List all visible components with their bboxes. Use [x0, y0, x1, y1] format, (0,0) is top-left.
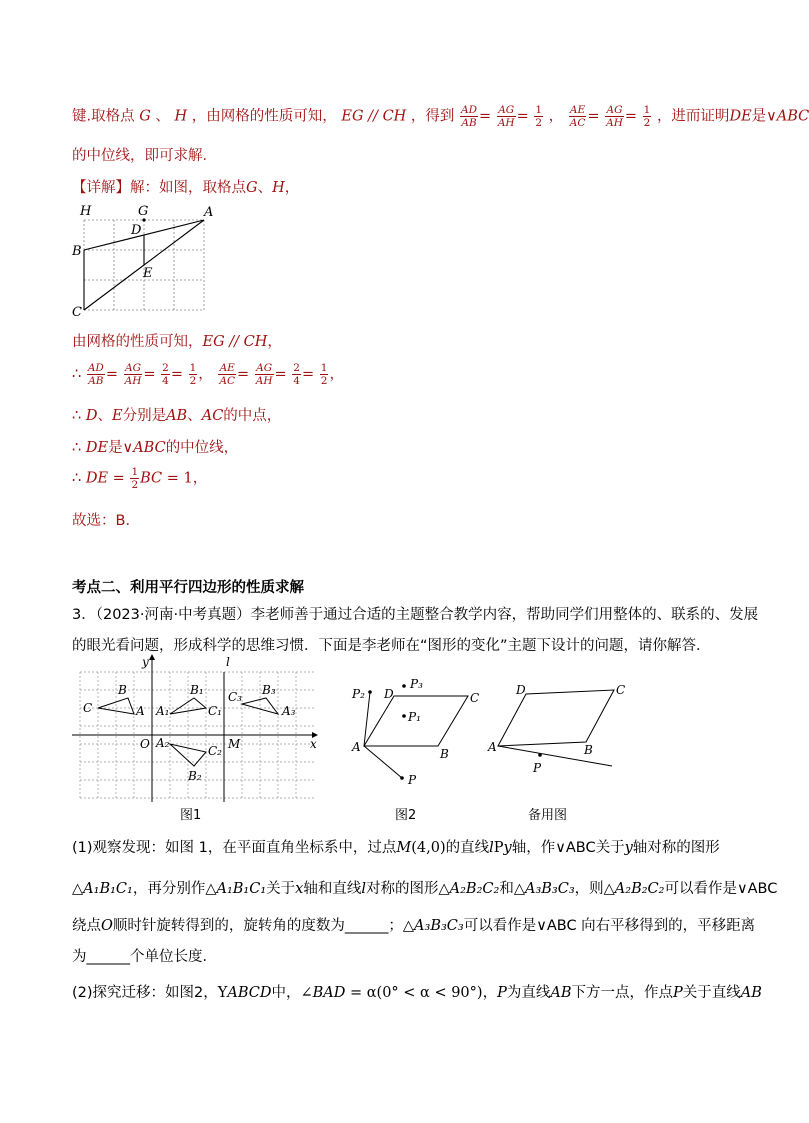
solution-end-3: 的中点， [223, 408, 282, 424]
figure-3 [484, 676, 624, 786]
svg-text:B: B [118, 683, 127, 697]
svg-text:D: D [131, 223, 142, 238]
frac-2-4: $\frac{2}{4}$ [162, 362, 169, 387]
svg-text:B: B [72, 244, 82, 259]
svg-text:B: B [584, 743, 593, 757]
p5-text-c: ， [482, 985, 498, 1001]
svg-text:y: y [142, 655, 149, 669]
frac-ag-ah-s2: $\frac{AG}{AH}$ [255, 362, 273, 387]
part1-line-3: 绕点O顺时针旋转得到的，旋转角的度数为______；△A₃B₃C₃可以看作是∨ABC 向右平移得到的，平移距离 [72, 918, 756, 934]
solution-line-1 [72, 330, 282, 351]
svg-text:P: P [533, 761, 542, 775]
therefore-symbol-2: ∴ [72, 408, 82, 424]
intro-sep: 、 [155, 108, 170, 125]
solution-line-3: ∴ D、E分别是AB、AC的中点， [72, 408, 282, 424]
math-g: G [139, 108, 151, 125]
solution-text-3: 分别是 [122, 408, 167, 424]
solution-text-4: 是∨ [108, 440, 134, 456]
math-de: DE [729, 108, 752, 125]
svg-text:B: B [440, 747, 449, 761]
part1-line-2: △A₁B₁C₁，再分别作△A₁B₁C₁关于x轴和直线l对称的图形△A₂B₂C₂和△A₃B₃C₃，则△A₂B₂C₂可以看作是∨ABC [72, 881, 778, 897]
grid-figure [68, 200, 218, 318]
intro-text: 键.取格点 [72, 108, 135, 125]
answer-line: 故选：B． [72, 513, 140, 529]
p2-text-b: 关于 [266, 881, 296, 897]
solution-line-2: ∴ $\frac{AD}{AB}$ = $\frac{AG}{AH}$ = $\frac{2}{4}$ = $\frac{1}{2}$ ， $\frac{AE}{AC}$ = $\frac{AG}{AH}$ = $\frac{2}{4}$ = $\frac{1}{2}$ ， [72, 362, 344, 387]
solution-eq-1: EG // CH [202, 334, 268, 350]
frac-half-2: $\frac{1}{2}$ [643, 104, 651, 129]
p1-text-c: 轴，作∨ABC关于 [511, 840, 625, 856]
frac-2-4-b: $\frac{2}{4}$ [293, 362, 300, 387]
figure-3-caption: 备用图 [528, 808, 568, 823]
svg-text:G: G [138, 204, 149, 219]
svg-text:l: l [226, 655, 230, 669]
math-h2: H [272, 180, 285, 196]
frac-1-2-b: $\frac{1}{2}$ [320, 362, 328, 387]
solution-line-5: ∴ DE = $\frac{1}{2}$ BC = 1， [72, 466, 208, 491]
svg-text:P₁: P₁ [408, 710, 421, 724]
svg-text:D: D [516, 683, 526, 697]
frac-1-2: $\frac{1}{2}$ [189, 362, 197, 387]
part1-line-4: 为______个单位长度． [72, 949, 217, 965]
detail-sep: 、 [257, 180, 273, 196]
intro-text-5: 是∨ [751, 108, 777, 125]
svg-text:M: M [228, 737, 241, 751]
solution-line-4: ∴ DE是∨ABC的中位线， [72, 440, 239, 456]
problem-line-1: 3．（2023·河南·中考真题）李老师善于通过合适的主题整合教学内容，帮助同学们用整体的、联系的、发展 [72, 607, 759, 623]
svg-text:A: A [488, 740, 497, 754]
p3-text-c: 可以看作是∨ABC 向右平移得到的，平移距离 [463, 918, 756, 934]
svg-text:C₁: C₁ [208, 704, 222, 718]
svg-text:C: C [616, 683, 626, 697]
detail-end: ， [284, 180, 300, 196]
svg-text:B₁: B₁ [190, 683, 204, 697]
svg-text:C: C [72, 305, 82, 320]
problem-line-2: 的眼光看问题，形成科学的思维习惯．下面是李老师在“图形的变化”主题下设计的问题，请你解答． [72, 638, 711, 654]
math-eg-ch: EG // CH [341, 108, 407, 125]
figure-2-caption: 图2 [395, 808, 417, 823]
math-h: H [174, 108, 188, 125]
svg-text:O: O [140, 737, 150, 751]
figure-1 [66, 652, 326, 807]
detail-text: 解：如图，取格点 [130, 180, 246, 196]
p3-text-a: 绕点 [72, 918, 101, 934]
p3-text-b: 顺时针旋转得到的，旋转角的度数为______； [112, 918, 403, 934]
svg-text:A: A [352, 740, 361, 754]
svg-text:A: A [136, 704, 145, 718]
intro-text-2: ，由网格的性质可知， [191, 108, 337, 125]
p2-text-c: 轴和直线 [303, 881, 362, 897]
p1-text-b: 的直线 [445, 840, 490, 856]
math-g2: G [246, 180, 258, 196]
part1-line-1: (1)观察发现：如图 1，在平面直角坐标系中，过点M(4,0)的直线lPy轴，作∨ABC关于y轴对称的图形 [72, 840, 720, 856]
p2-text-e: 和 [499, 881, 514, 897]
math-abc: ABC [776, 108, 809, 125]
svg-text:C: C [83, 701, 93, 715]
figure-1-caption: 图1 [180, 808, 202, 823]
svg-text:E: E [143, 266, 153, 281]
svg-text:x: x [310, 737, 317, 751]
svg-text:B₃: B₃ [262, 683, 276, 697]
p2-text-g: 可以看作是∨ABC [664, 881, 778, 897]
svg-text:B₂: B₂ [188, 769, 202, 783]
solution-end-4: 的中位线， [165, 440, 239, 456]
intro-line-1: 键.取格点 G 、 H ，由网格的性质可知， EG // CH ，得到 $\frac{AD}{AB}$ = $\frac{AG}{AH}$ = $\frac{1}{2}$ ， $\frac{AE}{AC}$ = $\frac{AG}{AH}$ = $\frac{1}{2}$ ，进而证明DE是∨ABC [72, 104, 809, 129]
svg-text:D: D [384, 687, 394, 701]
frac-ae-ac: $\frac{AE}{AC}$ [569, 104, 586, 129]
solution-end-1: ， [267, 334, 282, 350]
frac-ag-ah-2: $\frac{AG}{AH}$ [606, 104, 623, 129]
detail-tag: 【详解】 [72, 180, 130, 196]
p5-text-e: 下方一点，作点 [571, 985, 673, 1001]
p2-text-d: 对称的图形 [365, 881, 439, 897]
frac-half: $\frac{1}{2}$ [535, 104, 543, 129]
intro-text-3: ，得到 [410, 108, 455, 125]
part2-line-1: (2)探究迁移：如图2，YABCD中，∠BAD = α(0° < α < 90°)，P为直线AB下方一点，作点P关于直线AB [72, 985, 762, 1001]
svg-text:A₁: A₁ [156, 704, 170, 718]
intro-text-4: ，进而证明 [656, 108, 730, 125]
svg-text:C₂: C₂ [208, 744, 222, 758]
svg-text:P₃: P₃ [410, 677, 423, 691]
therefore-symbol: ∴ [72, 366, 82, 383]
p5-text-b: 中， [271, 985, 301, 1001]
frac-ag-ah: $\frac{AG}{AH}$ [497, 104, 515, 129]
frac-ag-ah-s: $\frac{AG}{AH}$ [124, 362, 142, 387]
svg-text:C₃: C₃ [228, 690, 242, 704]
p2-text-f: ，则 [574, 881, 604, 897]
svg-text:C: C [470, 691, 480, 705]
frac-ad-ab-s: $\frac{AD}{AB}$ [87, 362, 104, 387]
p5-text-f: 关于直线 [682, 985, 741, 1001]
p1-text-d: 轴对称的图形 [632, 840, 720, 856]
figure-2 [346, 670, 486, 800]
section-title: 考点二、利用平行四边形的性质求解 [72, 580, 304, 596]
frac-ae-ac-s: $\frac{AE}{AC}$ [219, 362, 236, 387]
svg-text:A₃: A₃ [282, 704, 296, 718]
intro-line-2: 的中位线，即可求解． [72, 148, 217, 164]
intro-comma: ， [548, 108, 564, 125]
therefore-symbol-4: ∴ [72, 470, 82, 487]
svg-text:P: P [408, 773, 417, 787]
svg-text:H: H [80, 204, 92, 219]
p5-text-d: 为直线 [506, 985, 551, 1001]
frac-ad-ab: $\frac{AD}{AB}$ [461, 104, 478, 129]
svg-text:A: A [204, 205, 214, 220]
detail-line [72, 176, 299, 197]
svg-text:P₂: P₂ [352, 687, 365, 701]
p1-text-a: (1)观察发现：如图 1，在平面直角坐标系中，过点 [72, 840, 397, 856]
p2-text-a: ，再分别作 [132, 881, 206, 897]
svg-text:A₂: A₂ [156, 736, 170, 750]
p5-text-a: (2)探究迁移：如图2， [72, 985, 218, 1001]
therefore-symbol-3: ∴ [72, 440, 82, 456]
solution-text-1: 由网格的性质可知， [72, 334, 203, 350]
